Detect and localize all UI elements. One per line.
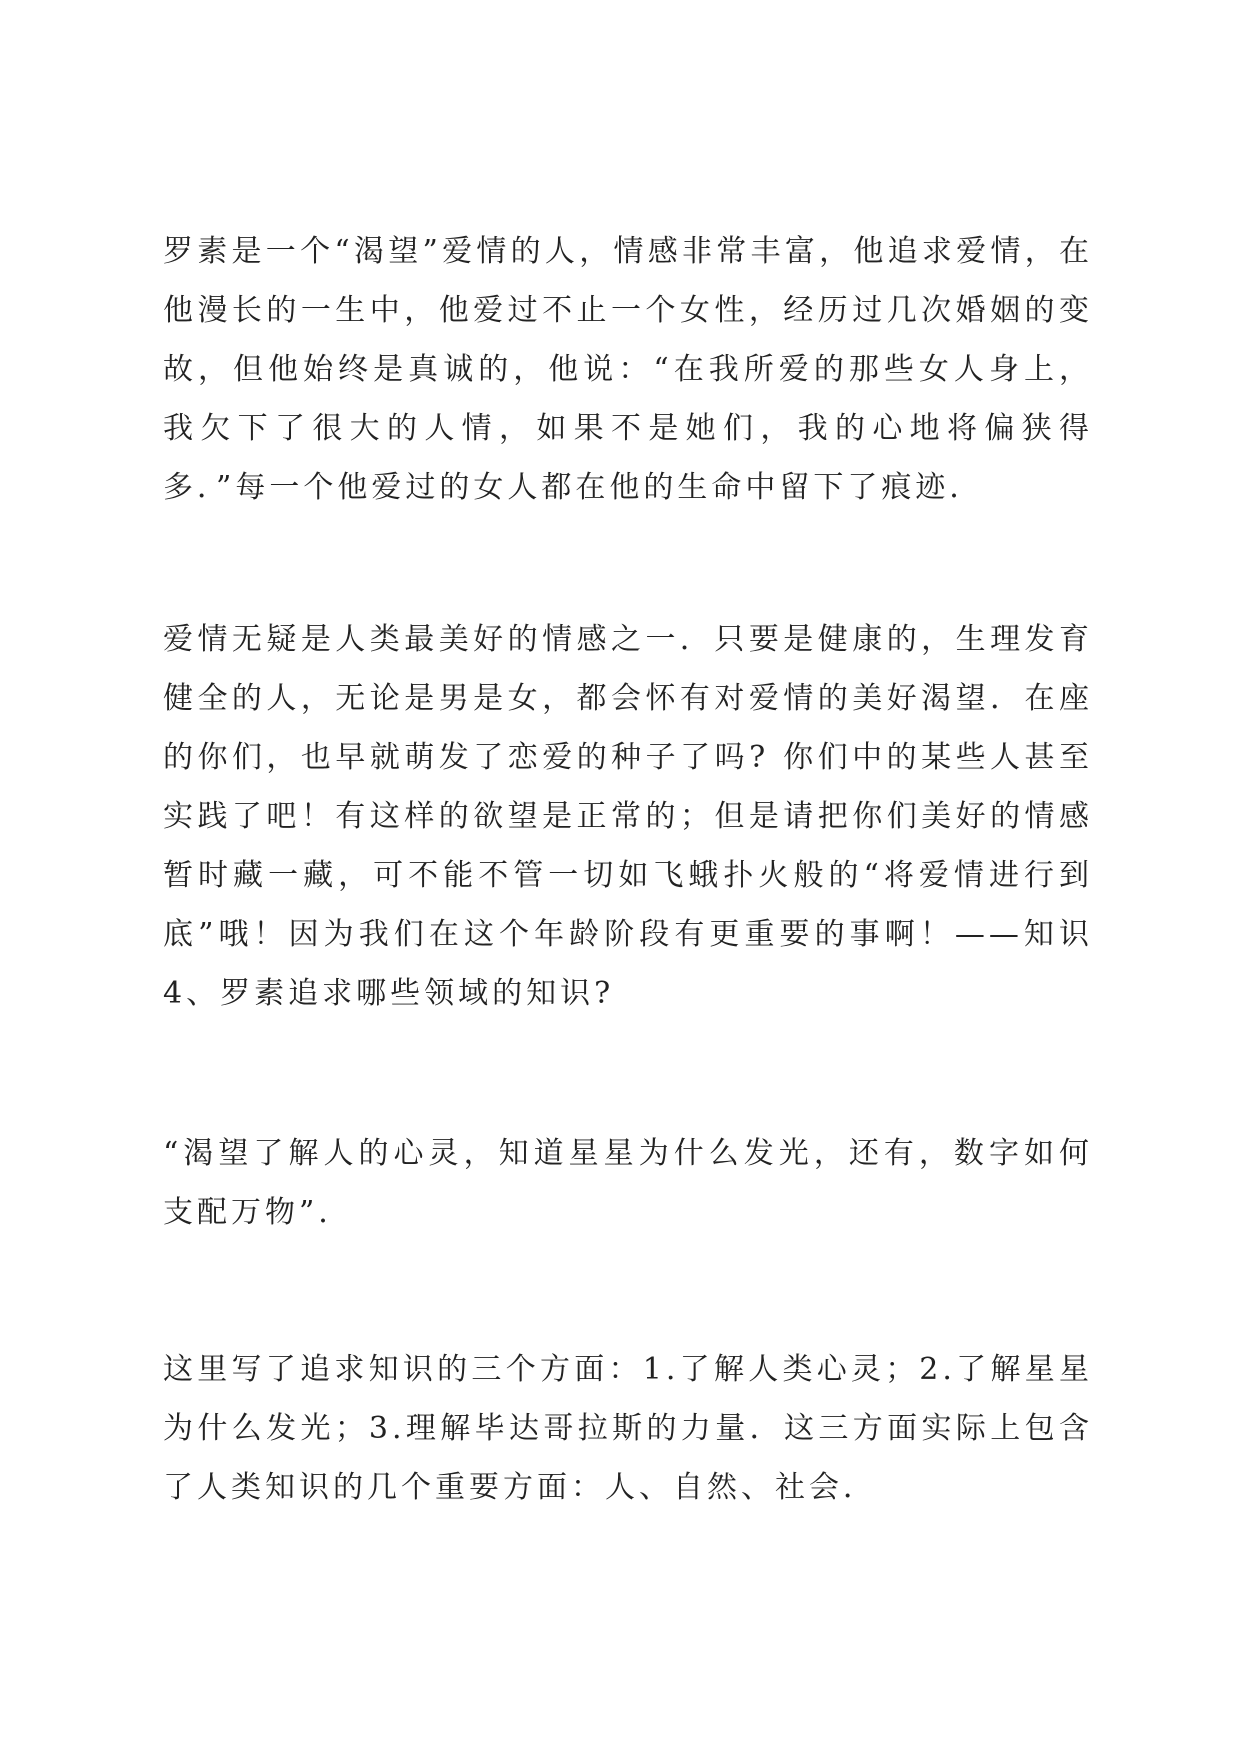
paragraph-russell-love: 罗素是一个“渴望”爱情的人，情感非常丰富，他追求爱情，在他漫长的一生中，他爱过不止一个女性，经历过几次婚姻的变故，但他始终是真诚的，他说：“在我所爱的那些女人身上，我欠下了很大的人情，如果不是她们，我的心地将偏狭得多．”每一个他爱过的女人都在他的生命中留下了痕迹． [163, 234, 1093, 505]
paragraph-russell-quote: “渴望了解人的心灵，知道星星为什么发光，还有，数字如何支配万物”． [163, 1136, 1093, 1230]
paragraph-love-emotion: 爱情无疑是人类最美好的情感之一．只要是健康的，生理发育健全的人，无论是男是女，都会怀有对爱情的美好渴望．在座的你们，也早就萌发了恋爱的种子了吗? 你们中的某些人甚至实践了吧！有这样的欲望是正常的；但是请把你们美好的情感暂时藏一藏，可不能不管一切如飞蛾扑火般的“将爱情进行到底”哦！因为我们在这个年龄阶段有更重要的事啊！——知识 4、罗素追求哪些领域的知识? [163, 622, 1093, 1011]
paragraph-knowledge-aspects: 这里写了追求知识的三个方面：1.了解人类心灵；2.了解星星为什么发光；3.理解毕达哥拉斯的力量．这三方面实际上包含了人类知识的几个重要方面：人、自然、社会． [163, 1352, 1093, 1505]
